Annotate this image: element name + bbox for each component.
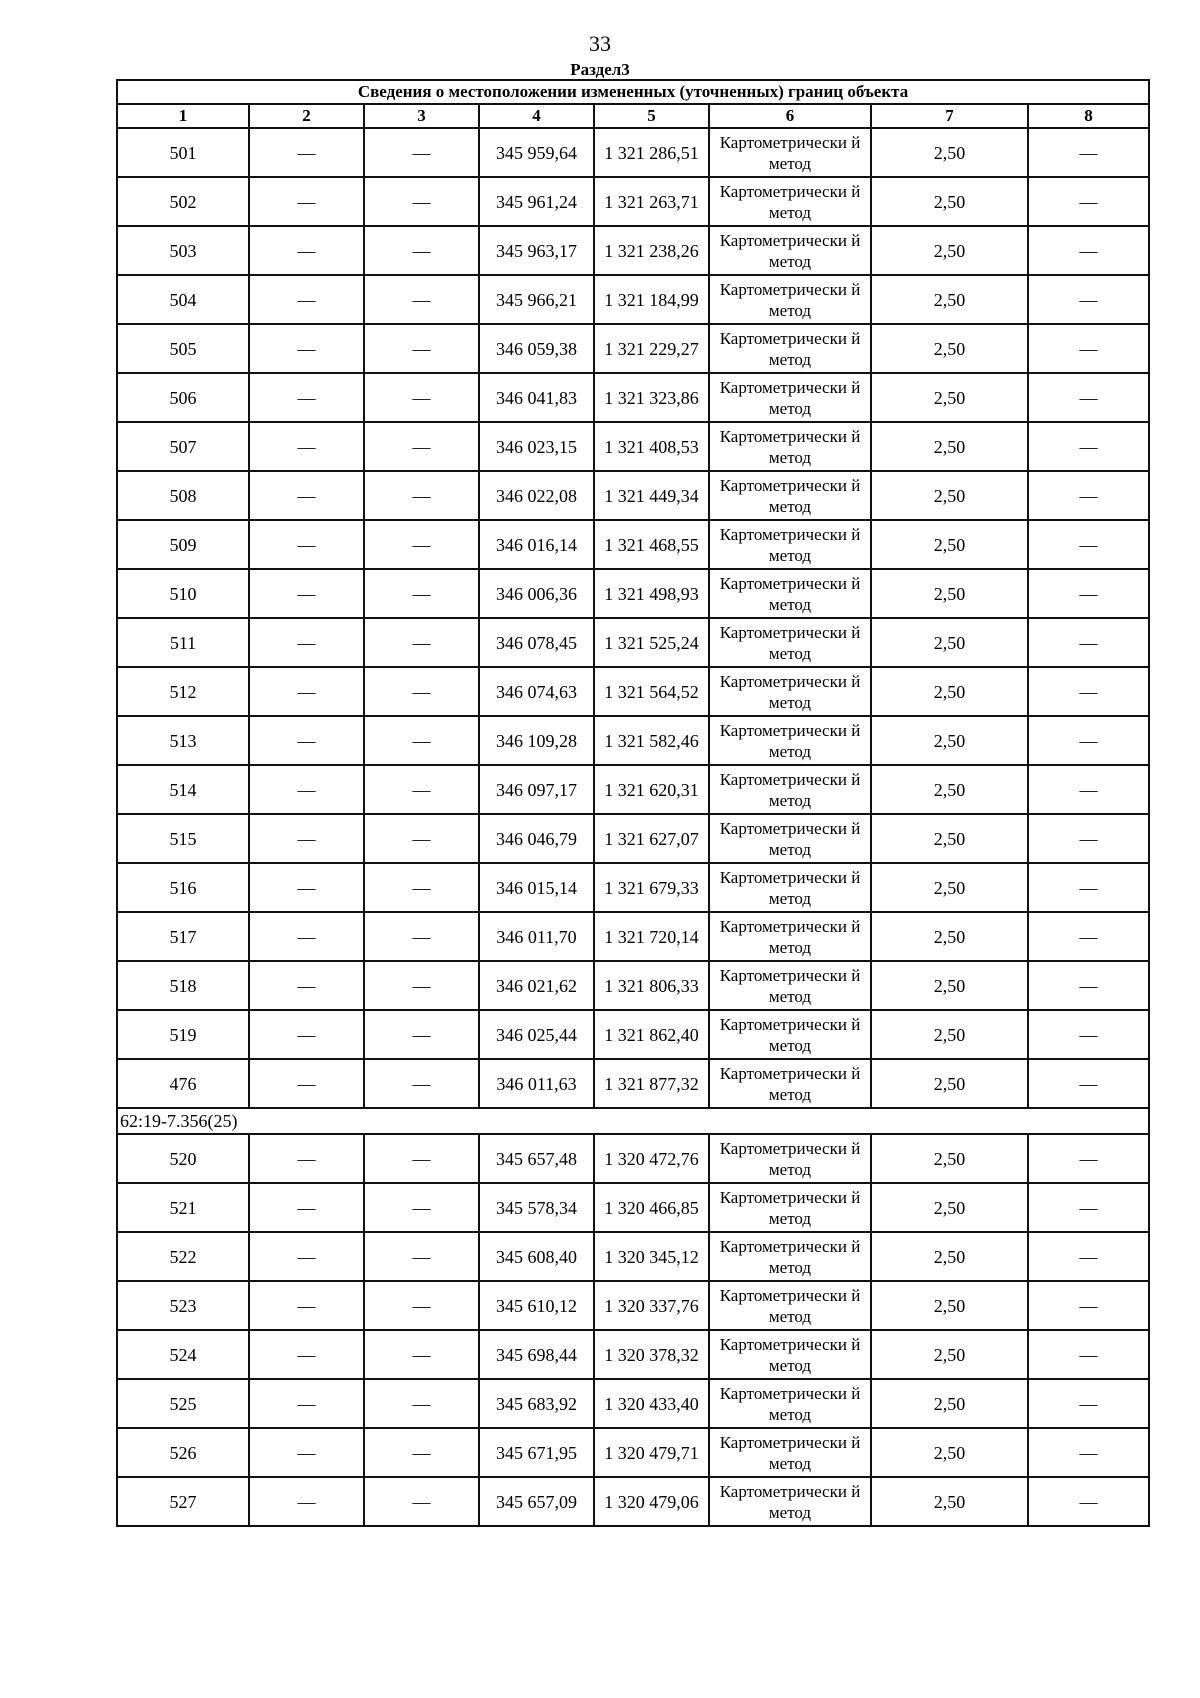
table-title-row — [117, 80, 1149, 104]
table-row — [117, 912, 1149, 961]
accuracy: 2,50 — [871, 1232, 1028, 1281]
table-row — [117, 324, 1149, 373]
cell-dash: — — [1028, 373, 1149, 422]
cell-dash: — — [364, 1183, 479, 1232]
cell-dash: — — [364, 765, 479, 814]
point-number: 517 — [117, 912, 249, 961]
coordinate-y: 1 321 263,71 — [594, 177, 709, 226]
table-title: Сведения о местоположении измененных (уточненных) границ объекта — [117, 80, 1149, 104]
coordinate-y: 1 321 720,14 — [594, 912, 709, 961]
accuracy: 2,50 — [871, 667, 1028, 716]
method: Картометрически й метод — [709, 275, 871, 324]
table-row — [117, 1281, 1149, 1330]
cell-dash: — — [1028, 716, 1149, 765]
coordinate-x: 345 698,44 — [479, 1330, 594, 1379]
cell-dash: — — [249, 471, 364, 520]
table-row — [117, 471, 1149, 520]
cell-dash: — — [249, 863, 364, 912]
coordinate-y: 1 320 479,71 — [594, 1428, 709, 1477]
accuracy: 2,50 — [871, 814, 1028, 863]
point-number: 511 — [117, 618, 249, 667]
cell-dash: — — [364, 324, 479, 373]
method: Картометрически й метод — [709, 1232, 871, 1281]
cell-dash: — — [1028, 667, 1149, 716]
coordinate-y: 1 321 238,26 — [594, 226, 709, 275]
accuracy: 2,50 — [871, 177, 1028, 226]
table-row — [117, 569, 1149, 618]
cell-dash: — — [364, 128, 479, 177]
method: Картометрически й метод — [709, 716, 871, 765]
accuracy: 2,50 — [871, 961, 1028, 1010]
accuracy: 2,50 — [871, 618, 1028, 667]
table-row — [117, 520, 1149, 569]
accuracy: 2,50 — [871, 1477, 1028, 1526]
method: Картометрически й метод — [709, 814, 871, 863]
table-row — [117, 1010, 1149, 1059]
point-number: 510 — [117, 569, 249, 618]
table-row — [117, 1134, 1149, 1183]
accuracy: 2,50 — [871, 324, 1028, 373]
cell-dash: — — [1028, 177, 1149, 226]
cell-dash: — — [1028, 618, 1149, 667]
cell-dash: — — [1028, 569, 1149, 618]
cell-dash: — — [364, 1428, 479, 1477]
point-number: 526 — [117, 1428, 249, 1477]
cell-dash: — — [364, 863, 479, 912]
cell-dash: — — [1028, 226, 1149, 275]
coordinate-x: 346 021,62 — [479, 961, 594, 1010]
cell-dash: — — [364, 177, 479, 226]
cell-dash: — — [364, 1134, 479, 1183]
cell-dash: — — [1028, 422, 1149, 471]
method: Картометрически й метод — [709, 1183, 871, 1232]
point-number: 502 — [117, 177, 249, 226]
cell-dash: — — [1028, 1281, 1149, 1330]
coordinate-y: 1 321 323,86 — [594, 373, 709, 422]
method: Картометрически й метод — [709, 520, 871, 569]
cell-dash: — — [249, 520, 364, 569]
accuracy: 2,50 — [871, 765, 1028, 814]
point-number: 515 — [117, 814, 249, 863]
accuracy: 2,50 — [871, 1428, 1028, 1477]
cell-dash: — — [1028, 961, 1149, 1010]
coordinate-x: 345 963,17 — [479, 226, 594, 275]
coordinate-y: 1 320 472,76 — [594, 1134, 709, 1183]
column-number: 5 — [594, 104, 709, 128]
cell-dash: — — [249, 1059, 364, 1108]
point-number: 525 — [117, 1379, 249, 1428]
cell-dash: — — [249, 1010, 364, 1059]
point-number: 507 — [117, 422, 249, 471]
coordinate-x: 345 608,40 — [479, 1232, 594, 1281]
cell-dash: — — [249, 618, 364, 667]
boundary-coordinates-table — [116, 79, 1150, 1527]
coordinate-y: 1 320 479,06 — [594, 1477, 709, 1526]
cell-dash: — — [364, 1059, 479, 1108]
accuracy: 2,50 — [871, 226, 1028, 275]
point-number: 524 — [117, 1330, 249, 1379]
method: Картометрически й метод — [709, 422, 871, 471]
method: Картометрически й метод — [709, 961, 871, 1010]
point-number: 504 — [117, 275, 249, 324]
cell-dash: — — [364, 422, 479, 471]
coordinate-x: 346 011,70 — [479, 912, 594, 961]
table-row — [117, 863, 1149, 912]
coordinate-x: 345 578,34 — [479, 1183, 594, 1232]
cell-dash: — — [1028, 765, 1149, 814]
column-number: 7 — [871, 104, 1028, 128]
coordinate-x: 346 059,38 — [479, 324, 594, 373]
point-number: 509 — [117, 520, 249, 569]
cell-dash: — — [1028, 128, 1149, 177]
cell-dash: — — [249, 226, 364, 275]
point-number: 527 — [117, 1477, 249, 1526]
column-number: 1 — [117, 104, 249, 128]
cell-dash: — — [249, 373, 364, 422]
coordinate-y: 1 321 286,51 — [594, 128, 709, 177]
cell-dash: — — [1028, 814, 1149, 863]
accuracy: 2,50 — [871, 471, 1028, 520]
coordinate-x: 345 683,92 — [479, 1379, 594, 1428]
point-number: 512 — [117, 667, 249, 716]
coordinate-y: 1 321 564,52 — [594, 667, 709, 716]
cell-dash: — — [249, 912, 364, 961]
method: Картометрически й метод — [709, 863, 871, 912]
accuracy: 2,50 — [871, 422, 1028, 471]
accuracy: 2,50 — [871, 1379, 1028, 1428]
cell-dash: — — [1028, 1232, 1149, 1281]
page-number: 33 — [589, 31, 611, 56]
accuracy: 2,50 — [871, 128, 1028, 177]
cell-dash: — — [364, 716, 479, 765]
accuracy: 2,50 — [871, 1183, 1028, 1232]
coordinate-y: 1 320 466,85 — [594, 1183, 709, 1232]
coordinate-x: 346 025,44 — [479, 1010, 594, 1059]
accuracy: 2,50 — [871, 716, 1028, 765]
table-row — [117, 618, 1149, 667]
coordinate-y: 1 321 806,33 — [594, 961, 709, 1010]
cell-dash: — — [364, 1010, 479, 1059]
point-number: 523 — [117, 1281, 249, 1330]
accuracy: 2,50 — [871, 520, 1028, 569]
cell-dash: — — [249, 814, 364, 863]
accuracy: 2,50 — [871, 569, 1028, 618]
method: Картометрически й метод — [709, 1010, 871, 1059]
cell-dash: — — [364, 618, 479, 667]
column-number: 4 — [479, 104, 594, 128]
cell-dash: — — [364, 1379, 479, 1428]
coordinate-x: 345 610,12 — [479, 1281, 594, 1330]
cell-dash: — — [364, 520, 479, 569]
method: Картометрически й метод — [709, 1477, 871, 1526]
table-row — [117, 765, 1149, 814]
cell-dash: — — [364, 1232, 479, 1281]
cell-dash: — — [249, 275, 364, 324]
table-row — [117, 1183, 1149, 1232]
point-number: 514 — [117, 765, 249, 814]
coordinate-x: 346 074,63 — [479, 667, 594, 716]
coordinate-y: 1 321 449,34 — [594, 471, 709, 520]
cell-dash: — — [1028, 1134, 1149, 1183]
cell-dash: — — [249, 1379, 364, 1428]
coordinate-x: 345 966,21 — [479, 275, 594, 324]
coordinate-y: 1 321 498,93 — [594, 569, 709, 618]
point-number: 508 — [117, 471, 249, 520]
method: Картометрически й метод — [709, 177, 871, 226]
method: Картометрически й метод — [709, 1379, 871, 1428]
coordinate-x: 346 097,17 — [479, 765, 594, 814]
coordinate-y: 1 321 862,40 — [594, 1010, 709, 1059]
coordinate-x: 346 041,83 — [479, 373, 594, 422]
coordinate-y: 1 321 184,99 — [594, 275, 709, 324]
accuracy: 2,50 — [871, 912, 1028, 961]
cell-dash: — — [364, 1477, 479, 1526]
section-title: Раздел3 — [570, 60, 630, 79]
method: Картометрически й метод — [709, 912, 871, 961]
coordinate-x: 346 011,63 — [479, 1059, 594, 1108]
table-row — [117, 422, 1149, 471]
point-number: 521 — [117, 1183, 249, 1232]
table-row — [117, 226, 1149, 275]
cell-dash: — — [249, 324, 364, 373]
method: Картометрически й метод — [709, 373, 871, 422]
cell-dash: — — [364, 569, 479, 618]
cadastral-group-row — [117, 1108, 1149, 1134]
coordinate-x: 345 959,64 — [479, 128, 594, 177]
cell-dash: — — [249, 1428, 364, 1477]
method: Картометрически й метод — [709, 569, 871, 618]
table-row — [117, 1477, 1149, 1526]
coordinate-y: 1 321 408,53 — [594, 422, 709, 471]
cell-dash: — — [364, 471, 479, 520]
coordinate-x: 346 023,15 — [479, 422, 594, 471]
coordinate-y: 1 320 378,32 — [594, 1330, 709, 1379]
cadastral-number: 62:19-7.356(25) — [117, 1108, 1149, 1134]
cell-dash: — — [249, 1232, 364, 1281]
cell-dash: — — [1028, 1428, 1149, 1477]
table-row — [117, 716, 1149, 765]
method: Картометрически й метод — [709, 1428, 871, 1477]
method: Картометрически й метод — [709, 1281, 871, 1330]
method: Картометрически й метод — [709, 1134, 871, 1183]
method: Картометрически й метод — [709, 618, 871, 667]
cell-dash: — — [364, 667, 479, 716]
coordinate-y: 1 321 525,24 — [594, 618, 709, 667]
accuracy: 2,50 — [871, 275, 1028, 324]
cell-dash: — — [1028, 1183, 1149, 1232]
cell-dash: — — [364, 275, 479, 324]
coordinate-y: 1 321 229,27 — [594, 324, 709, 373]
method: Картометрически й метод — [709, 128, 871, 177]
table-row — [117, 814, 1149, 863]
cell-dash: — — [1028, 1477, 1149, 1526]
method: Картометрически й метод — [709, 765, 871, 814]
coordinate-y: 1 320 433,40 — [594, 1379, 709, 1428]
table-row — [117, 1232, 1149, 1281]
coordinate-y: 1 321 468,55 — [594, 520, 709, 569]
coordinate-x: 346 109,28 — [479, 716, 594, 765]
cell-dash: — — [249, 1281, 364, 1330]
coordinate-x: 346 015,14 — [479, 863, 594, 912]
point-number: 503 — [117, 226, 249, 275]
accuracy: 2,50 — [871, 1059, 1028, 1108]
point-number: 519 — [117, 1010, 249, 1059]
coordinate-x: 346 006,36 — [479, 569, 594, 618]
table-row — [117, 275, 1149, 324]
cell-dash: — — [364, 814, 479, 863]
column-number-row — [117, 104, 1149, 128]
point-number: 506 — [117, 373, 249, 422]
cell-dash: — — [249, 1477, 364, 1526]
coordinate-x: 345 961,24 — [479, 177, 594, 226]
method: Картометрически й метод — [709, 667, 871, 716]
accuracy: 2,50 — [871, 1281, 1028, 1330]
table-row — [117, 177, 1149, 226]
cell-dash: — — [364, 912, 479, 961]
cell-dash: — — [249, 1330, 364, 1379]
cell-dash: — — [249, 128, 364, 177]
table-row — [117, 1428, 1149, 1477]
point-number: 516 — [117, 863, 249, 912]
column-number: 6 — [709, 104, 871, 128]
coordinate-x: 345 671,95 — [479, 1428, 594, 1477]
cell-dash: — — [1028, 275, 1149, 324]
cell-dash: — — [1028, 471, 1149, 520]
accuracy: 2,50 — [871, 1010, 1028, 1059]
cell-dash: — — [1028, 520, 1149, 569]
cell-dash: — — [249, 716, 364, 765]
cell-dash: — — [364, 226, 479, 275]
cell-dash: — — [249, 177, 364, 226]
cell-dash: — — [249, 765, 364, 814]
coordinate-x: 345 657,48 — [479, 1134, 594, 1183]
accuracy: 2,50 — [871, 863, 1028, 912]
cell-dash: — — [364, 1330, 479, 1379]
point-number: 501 — [117, 128, 249, 177]
cell-dash: — — [249, 1134, 364, 1183]
table-row — [117, 1379, 1149, 1428]
table-row — [117, 128, 1149, 177]
coordinate-y: 1 320 345,12 — [594, 1232, 709, 1281]
point-number: 522 — [117, 1232, 249, 1281]
table-row — [117, 961, 1149, 1010]
accuracy: 2,50 — [871, 1134, 1028, 1183]
coordinate-x: 346 016,14 — [479, 520, 594, 569]
cell-dash: — — [1028, 1330, 1149, 1379]
cell-dash: — — [249, 422, 364, 471]
cell-dash: — — [1028, 912, 1149, 961]
method: Картометрически й метод — [709, 324, 871, 373]
accuracy: 2,50 — [871, 373, 1028, 422]
table-row — [117, 373, 1149, 422]
coordinate-y: 1 320 337,76 — [594, 1281, 709, 1330]
cell-dash: — — [364, 1281, 479, 1330]
coordinate-x: 346 046,79 — [479, 814, 594, 863]
point-number: 520 — [117, 1134, 249, 1183]
cell-dash: — — [364, 373, 479, 422]
table-row — [117, 667, 1149, 716]
cell-dash: — — [1028, 863, 1149, 912]
method: Картометрически й метод — [709, 1330, 871, 1379]
method: Картометрически й метод — [709, 1059, 871, 1108]
table-row — [117, 1330, 1149, 1379]
point-number: 505 — [117, 324, 249, 373]
column-number: 3 — [364, 104, 479, 128]
coordinate-y: 1 321 627,07 — [594, 814, 709, 863]
method: Картометрически й метод — [709, 226, 871, 275]
method: Картометрически й метод — [709, 471, 871, 520]
cell-dash: — — [249, 667, 364, 716]
cell-dash: — — [1028, 324, 1149, 373]
table-row — [117, 1059, 1149, 1108]
coordinate-y: 1 321 877,32 — [594, 1059, 709, 1108]
coordinate-x: 346 078,45 — [479, 618, 594, 667]
cell-dash: — — [364, 961, 479, 1010]
cell-dash: — — [1028, 1010, 1149, 1059]
point-number: 513 — [117, 716, 249, 765]
point-number: 518 — [117, 961, 249, 1010]
point-number: 476 — [117, 1059, 249, 1108]
cell-dash: — — [1028, 1059, 1149, 1108]
coordinate-y: 1 321 679,33 — [594, 863, 709, 912]
coordinate-x: 345 657,09 — [479, 1477, 594, 1526]
cell-dash: — — [1028, 1379, 1149, 1428]
cell-dash: — — [249, 569, 364, 618]
coordinate-y: 1 321 582,46 — [594, 716, 709, 765]
coordinate-y: 1 321 620,31 — [594, 765, 709, 814]
column-number: 8 — [1028, 104, 1149, 128]
column-number: 2 — [249, 104, 364, 128]
cell-dash: — — [249, 1183, 364, 1232]
cell-dash: — — [249, 961, 364, 1010]
accuracy: 2,50 — [871, 1330, 1028, 1379]
coordinate-x: 346 022,08 — [479, 471, 594, 520]
